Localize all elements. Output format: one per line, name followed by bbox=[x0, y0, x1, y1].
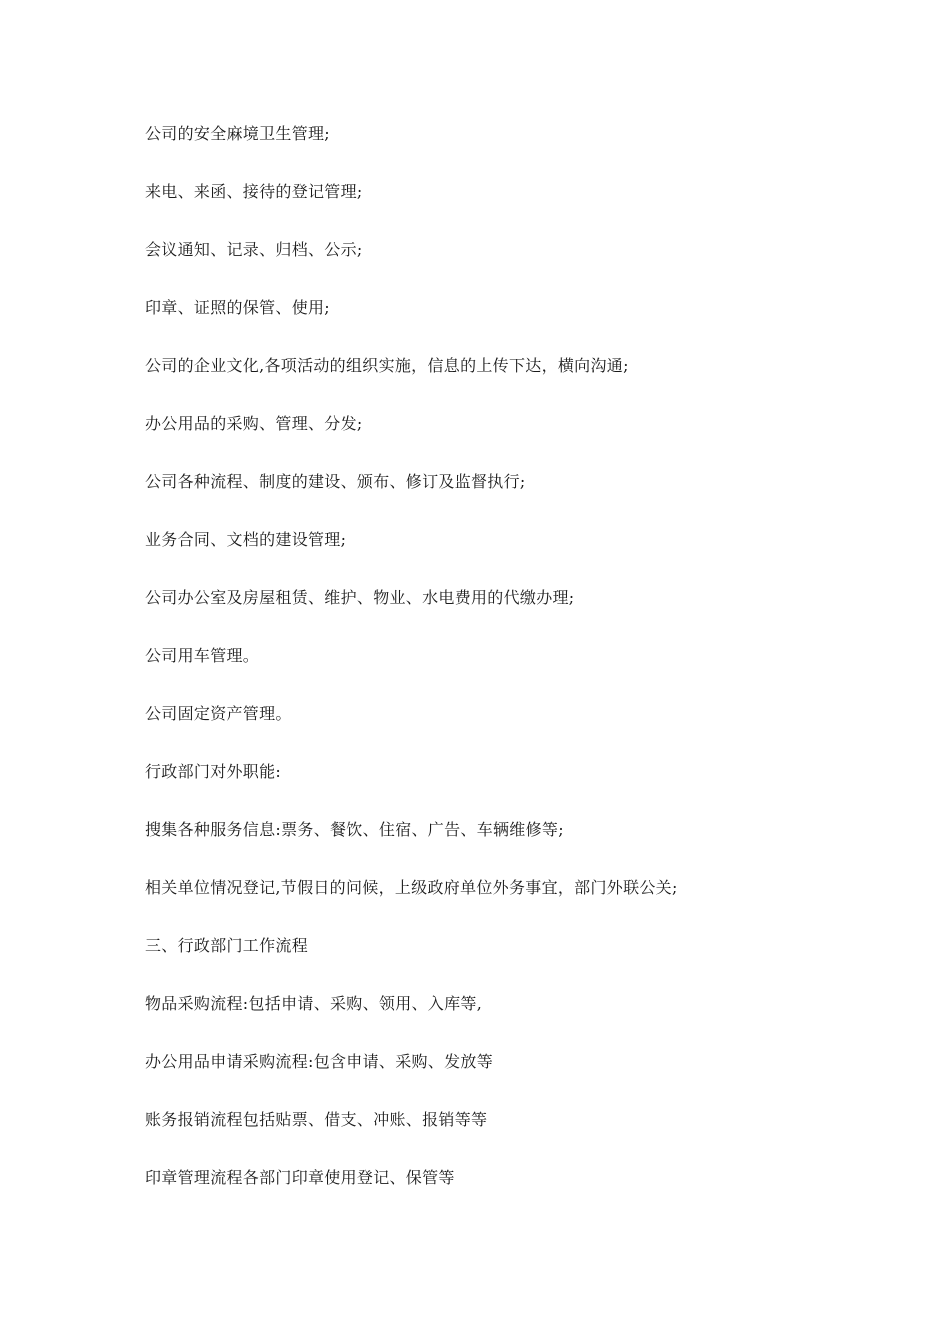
text-line: 公司各种流程、制度的建设、颁布、修订及监督执行; bbox=[145, 472, 526, 491]
text-line: 账务报销流程包括贴票、借支、冲账、报销等等 bbox=[145, 1110, 488, 1129]
text-line: 公司办公室及房屋租赁、维护、物业、水电费用的代缴办理; bbox=[145, 588, 575, 607]
text-line: 业务合同、文档的建设管理; bbox=[145, 530, 347, 549]
text-line: 会议通知、记录、归档、公示; bbox=[145, 240, 363, 259]
text-line: 印章、证照的保管、使用; bbox=[145, 298, 330, 317]
text-line: 印章管理流程各部门印章使用登记、保管等 bbox=[145, 1168, 455, 1187]
text-line: 公司的安全麻境卫生管理; bbox=[145, 124, 330, 143]
text-line: 办公用品的采购、管理、分发; bbox=[145, 414, 363, 433]
section-heading: 三、行政部门工作流程 bbox=[145, 936, 309, 955]
text-line: 来电、来函、接待的登记管理; bbox=[145, 182, 363, 201]
text-line: 办公用品申请采购流程:包含申请、采购、发放等 bbox=[145, 1052, 493, 1071]
document-body bbox=[145, 120, 845, 1222]
text-line: 公司的企业文化,各项活动的组织实施，信息的上传下达，横向沟通; bbox=[145, 356, 629, 375]
text-line: 搜集各种服务信息:票务、餐饮、住宿、广告、车辆维修等; bbox=[145, 820, 564, 839]
text-line: 公司固定资产管理。 bbox=[145, 704, 292, 723]
text-line: 物品采购流程:包括申请、采购、领用、入库等, bbox=[145, 994, 483, 1013]
text-line: 公司用车管理。 bbox=[145, 646, 260, 665]
section-label: 行政部门对外职能: bbox=[145, 762, 282, 781]
text-line: 相关单位情况登记,节假日的问候，上级政府单位外务事宜，部门外联公关; bbox=[145, 878, 678, 897]
